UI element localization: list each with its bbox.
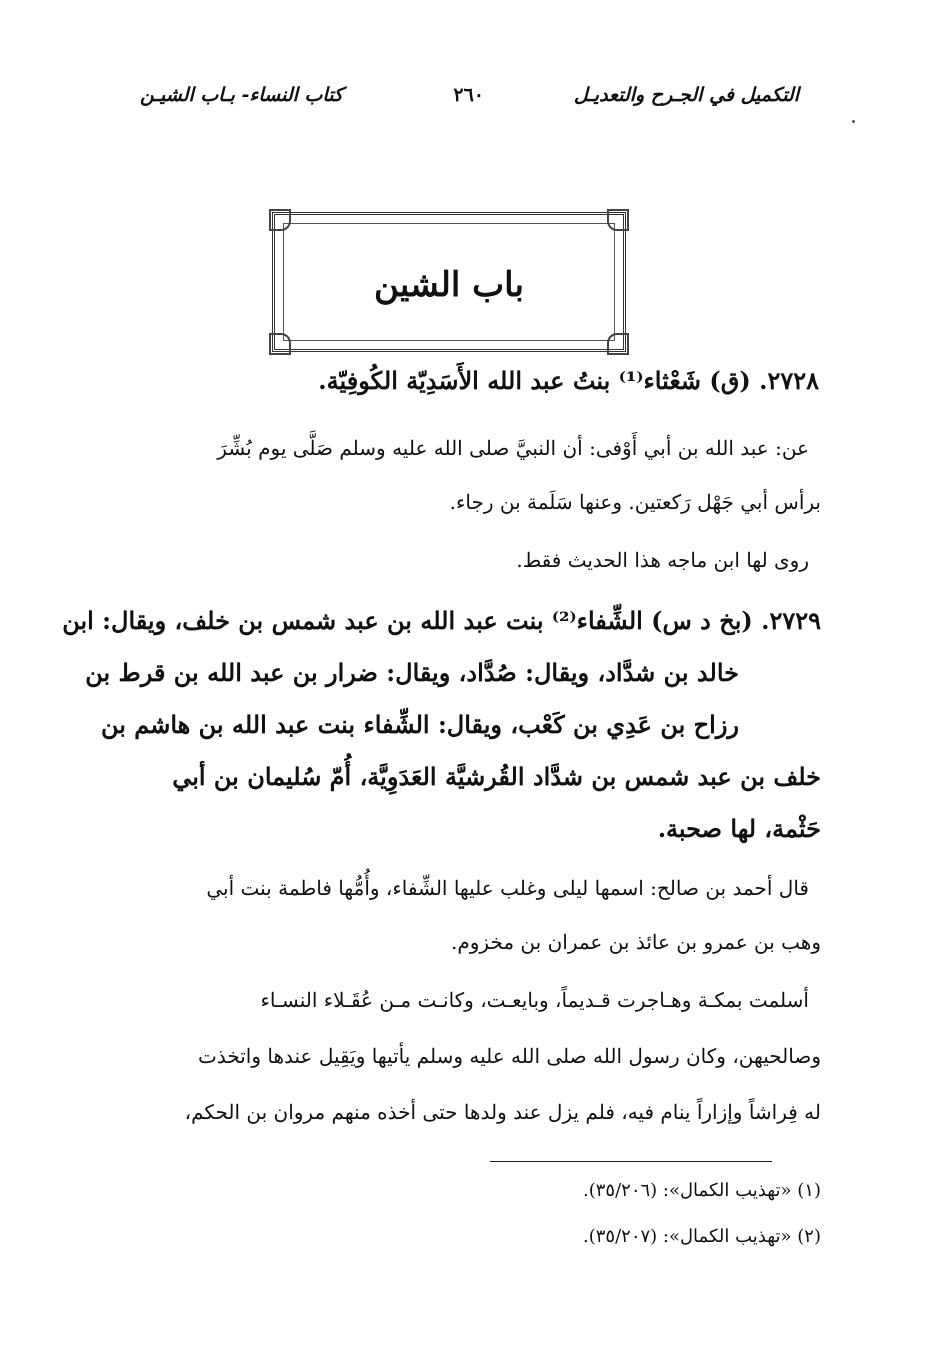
chapter-title-frame <box>272 212 626 352</box>
entry-text-line: خالد بن شدَّاد، ويقال: صُدَّاد، ويقال: ضرار بن عبد الله بن قرط بن <box>85 658 739 687</box>
text-line: قال أحمد بن صالح: اسمها ليلى وغلب عليها الشِّفاء، وأُمُّها فاطمة بنت أبي <box>206 876 809 900</box>
scan-speck <box>852 120 855 123</box>
chapter-title: باب الشين <box>374 265 524 305</box>
header-book-title: التكميل في الجـرح والتعديـل <box>573 84 799 106</box>
text-line: وصالحيهن، وكان رسول الله صلى الله عليه وسلم يأتيها ويَقِيل عندها واتخذت <box>198 1044 821 1068</box>
header-chapter: كتاب النساء- بـاب الشيـن <box>140 84 343 106</box>
text-line: وهب بن عمرو بن عائذ بن عمران بن مخزوم. <box>451 930 821 954</box>
ornament-corner-icon <box>269 333 291 355</box>
running-header <box>140 84 799 116</box>
ornament-corner-icon <box>269 209 291 231</box>
entry-2728-heading: ٢٧٢٨. (ق) شَعْثاء⁽¹⁾ بنتُ عبد الله الأَسَدِيّة الكُوفِيّة. <box>318 366 819 395</box>
entry-2729-heading: ٢٧٢٩. (بخ د س) الشِّفاء⁽²⁾ بنت عبد الله بن عبد شمس بن خلف، ويقال: ابن <box>62 606 821 635</box>
footnote-1: (١) «تهذيب الكمال»: (٣٥/٢٠٦). <box>583 1180 821 1201</box>
ornament-corner-icon <box>607 333 629 355</box>
text-line: برأس أبي جَهْل رَكعتين. وعنها سَلَمة بن رجاء. <box>449 490 821 514</box>
text-line: عن: عبد الله بن أبي أَوْفى: أن النبيَّ صلى الله عليه وسلم صَلَّى يوم بُشِّرَ <box>217 436 809 460</box>
text-line: روى لها ابن ماجه هذا الحديث فقط. <box>516 548 809 572</box>
footnote-2: (٢) «تهذيب الكمال»: (٣٥/٢٠٧). <box>583 1226 821 1247</box>
page-number: ٢٦٠ <box>453 84 484 106</box>
footnote-separator <box>490 1161 772 1162</box>
text-line: أسلمت بمكـة وهـاجرت قـديماً، وبايعـت، وكانـت مـن عُقَـلاء النسـاء <box>260 988 809 1012</box>
entry-text-line: رزاح بن عَدِي بن كَعْب، ويقال: الشِّفاء بنت عبد الله بن هاشم بن <box>100 710 739 739</box>
entry-text-line: خلف بن عبد شمس بن شدَّاد القُرشيَّة العَدَوِيَّة، أُمّ سُليمان بن أبي <box>172 762 821 791</box>
text-line: له فِراشاً وإزاراً ينام فيه، فلم يزل عند ولدها حتى أخذه منهم مروان بن الحكم، <box>184 1100 821 1124</box>
ornament-corner-icon <box>607 209 629 231</box>
entry-text-line: حَثْمة، لها صحبة. <box>657 814 821 843</box>
